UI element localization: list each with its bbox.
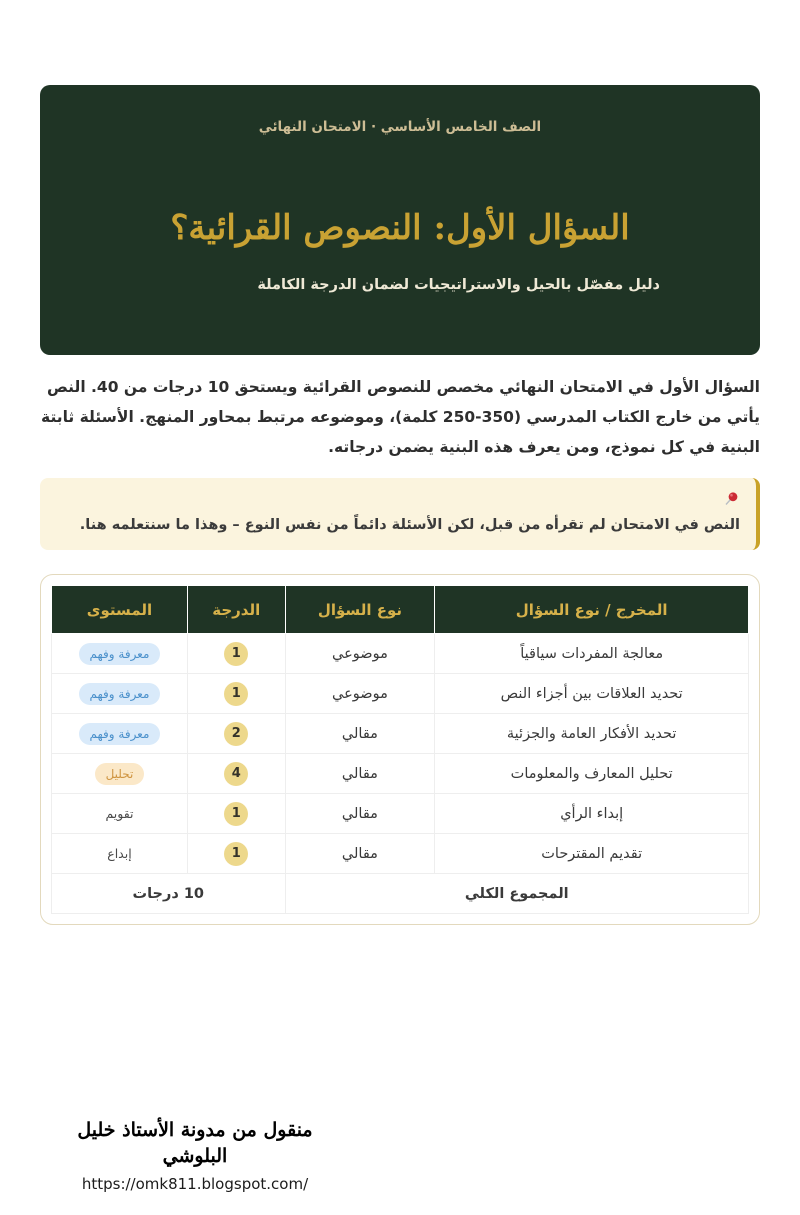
outcome-cell: إبداء الرأي [435,794,749,834]
total-value-cell: 10 درجات [52,874,286,914]
footer [45,1117,345,1193]
level-cell [52,714,188,754]
table-row [52,754,749,794]
callout-text: النص في الامتحان لم تقرأه من قبل، لكن الأسئلة دائماً من نفس النوع – وهذا ما سنتعلمه هنا. [79,517,740,533]
score-badge: 1 [224,842,248,866]
col-header-outcome: المخرج / نوع السؤال [435,586,749,634]
table-row [52,634,749,674]
hero-header [40,85,760,355]
outcome-cell: تحليل المعارف والمعلومات [435,754,749,794]
hero-eyebrow: الصف الخامس الأساسي · الامتحان النهائي [258,119,542,135]
table-row [52,674,749,714]
level-badge: معرفة وفهم [79,723,161,745]
callout-note [40,478,760,550]
question-type-cell: مقالي [285,714,435,754]
page [0,85,800,1215]
outcome-cell: معالجة المفردات سياقياً [435,634,749,674]
grading-table [51,585,749,914]
pushpin-icon [56,490,740,509]
table-row [52,834,749,874]
question-type-cell: مقالي [285,794,435,834]
level-label: تقويم [105,805,134,821]
level-label: إبداع [107,845,132,861]
footer-url-link[interactable]: https://omk811.blogspot.com/ [81,1175,309,1193]
question-type-cell: مقالي [285,834,435,874]
score-badge: 2 [224,722,248,746]
score-cell [187,754,285,794]
level-cell [52,794,188,834]
outcome-cell: تقديم المقترحات [435,834,749,874]
table-row [52,714,749,754]
level-cell [52,754,188,794]
score-cell [187,834,285,874]
hero-subtitle: دليل مفصّل بالحيل والاستراتيجيات لضمان الدرجة الكاملة [257,277,660,293]
table-row [52,794,749,834]
question-type-cell: موضوعي [285,634,435,674]
score-cell [187,634,285,674]
score-cell [187,794,285,834]
score-badge: 1 [224,642,248,666]
intro-paragraph: السؤال الأول في الامتحان النهائي مخصص للنصوص القرائية ويستحق 10 درجات من 40. النص يأتي من خارج الكتاب المدرسي (350-250 كلمة)، وموضوعه مرتبط بمحاور المنهج. الأسئلة ثابتة البنية في كل نموذج، ومن يعرف هذه البنية يضمن درجاته. [41,378,760,456]
page-title: السؤال الأول: النصوص القرائية؟ [170,208,630,248]
outcome-cell: تحديد العلاقات بين أجزاء النص [435,674,749,714]
score-badge: 4 [224,762,248,786]
col-header-score: الدرجة [187,586,285,634]
footer-credit: منقول من مدونة الأستاذ خليل البلوشي [77,1119,313,1167]
outcome-cell: تحديد الأفكار العامة والجزئية [435,714,749,754]
question-type-cell: موضوعي [285,674,435,714]
score-badge: 1 [224,802,248,826]
col-header-level: المستوى [52,586,188,634]
score-cell [187,674,285,714]
level-badge: تحليل [95,763,145,785]
level-cell [52,674,188,714]
table-total-row [52,874,749,914]
score-badge: 1 [224,682,248,706]
question-type-cell: مقالي [285,754,435,794]
level-cell [52,634,188,674]
col-header-question-type: نوع السؤال [285,586,435,634]
score-cell [187,714,285,754]
table-header-row [52,586,749,634]
total-label-cell: المجموع الكلي [285,874,748,914]
level-badge: معرفة وفهم [79,683,161,705]
level-badge: معرفة وفهم [79,643,161,665]
grading-table-card [40,574,760,925]
level-cell [52,834,188,874]
